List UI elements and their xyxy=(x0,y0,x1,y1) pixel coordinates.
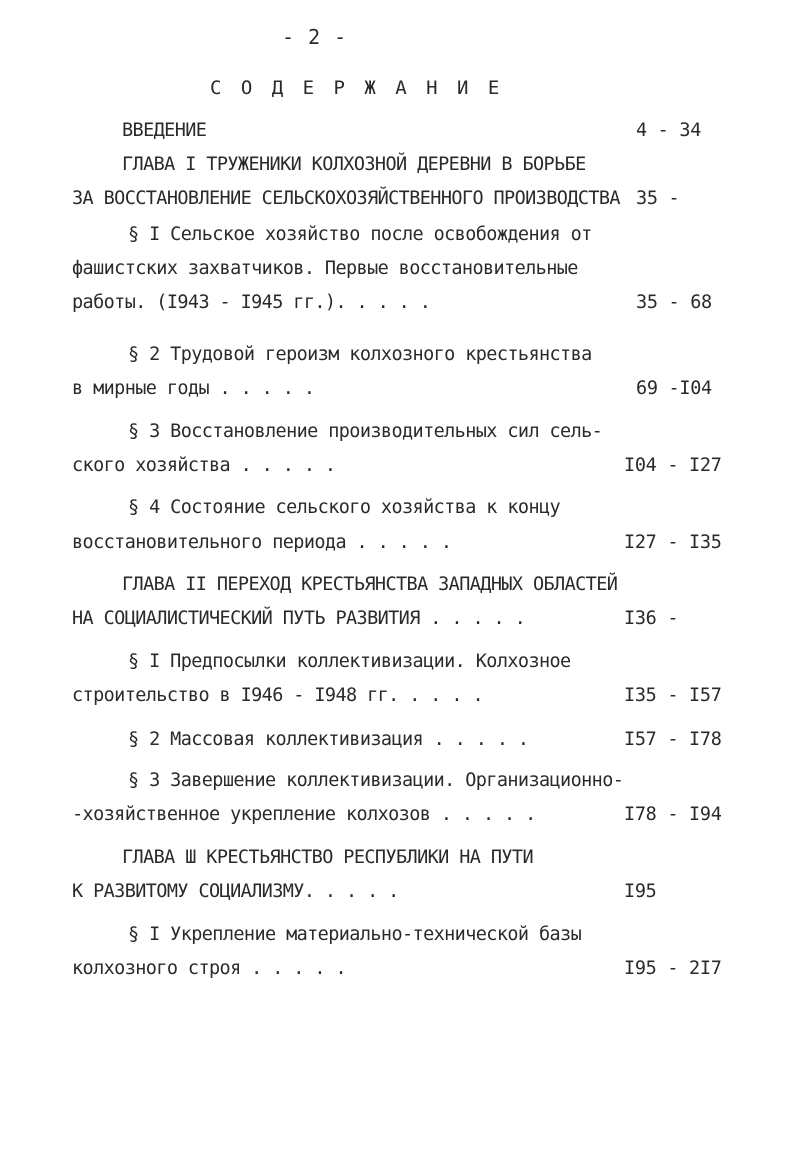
toc-ch3-pages: I95 xyxy=(624,881,657,902)
toc-ch3-s1-line1: § I Укрепление материально-технической базы xyxy=(128,924,582,945)
toc-ch2-s1-pages: I35 - I57 xyxy=(624,685,722,706)
toc-ch3-s1-line2: колхозного строя . . . . . xyxy=(72,958,346,979)
toc-ch2-s3-line1: § 3 Завершение коллективизации. Организационно- xyxy=(128,770,624,791)
toc-ch2-s1-line2: строительство в I946 - I948 гг. . . . . xyxy=(72,685,483,706)
toc-ch2-s1-line1: § I Предпосылки коллективизации. Колхозное xyxy=(128,651,571,672)
toc-ch2-s3-pages: I78 - I94 xyxy=(624,804,722,825)
toc-ch1-title-line2: ЗА ВОССТАНОВЛЕНИЕ СЕЛЬСКОХОЗЯЙСТВЕННОГО ПРОИЗВОДСТВА xyxy=(72,188,620,209)
toc-ch3-title-line1: ГЛАВА Ш КРЕСТЬЯНСТВО РЕСПУБЛИКИ НА ПУТИ xyxy=(122,847,533,868)
toc-ch1-s1-pages: 35 - 68 xyxy=(636,292,712,313)
toc-intro-pages: 4 - 34 xyxy=(636,120,702,141)
toc-ch1-s4-line1: § 4 Состояние сельского хозяйства к концу xyxy=(128,497,561,518)
toc-ch1-s4-pages: I27 - I35 xyxy=(624,532,722,553)
toc-ch1-s3-line1: § 3 Восстановление производительных сил сель- xyxy=(128,421,603,442)
toc-ch1-s1-line1: § I Сельское хозяйство после освобождения от xyxy=(128,224,592,245)
toc-ch3-title-line2: К РАЗВИТОМУ СОЦИАЛИЗМУ. . . . . xyxy=(72,881,399,902)
toc-ch1-title-line1: ГЛАВА I ТРУЖЕНИКИ КОЛХОЗНОЙ ДЕРЕВНИ В БОРЬБЕ xyxy=(122,154,586,175)
toc-ch1-s3-pages: I04 - I27 xyxy=(624,455,722,476)
page-number: - 2 - xyxy=(282,25,348,49)
toc-ch2-title-line2: НА СОЦИАЛИСТИЧЕСКИЙ ПУТЬ РАЗВИТИЯ . . . . . xyxy=(72,608,526,629)
toc-ch2-title-line1: ГЛАВА II ПЕРЕХОД КРЕСТЬЯНСТВА ЗАПАДНЫХ ОБЛАСТЕЙ xyxy=(122,574,618,595)
toc-ch2-s3-line2: -хозяйственное укрепление колхозов . . . . . xyxy=(72,804,536,825)
toc-ch1-s2-line2: в мирные годы . . . . . xyxy=(72,378,315,399)
toc-ch1-pages: 35 - xyxy=(636,188,680,209)
toc-ch1-s4-line2: восстановительного периода . . . . . xyxy=(72,532,452,553)
contents-heading: С О Д Е Р Ж А Н И Е xyxy=(210,77,504,99)
toc-ch2-s2-pages: I57 - I78 xyxy=(624,729,722,750)
toc-intro-label: ВВЕДЕНИЕ xyxy=(122,120,207,141)
toc-ch1-s3-line2: ского хозяйства . . . . . xyxy=(72,455,336,476)
toc-ch1-s2-line1: § 2 Трудовой героизм колхозного крестьянства xyxy=(128,344,592,365)
toc-ch2-s2-line1: § 2 Массовая коллективизация . . . . . xyxy=(128,729,529,750)
toc-ch3-s1-pages: I95 - 2I7 xyxy=(624,958,722,979)
toc-ch1-s2-pages: 69 -I04 xyxy=(636,378,712,399)
toc-ch1-s1-line3: работы. (I943 - I945 гг.). . . . . xyxy=(72,292,431,313)
toc-ch1-s1-line2: фашистских захватчиков. Первые восстановительные xyxy=(72,258,578,279)
toc-ch2-pages: I36 - xyxy=(624,608,679,629)
